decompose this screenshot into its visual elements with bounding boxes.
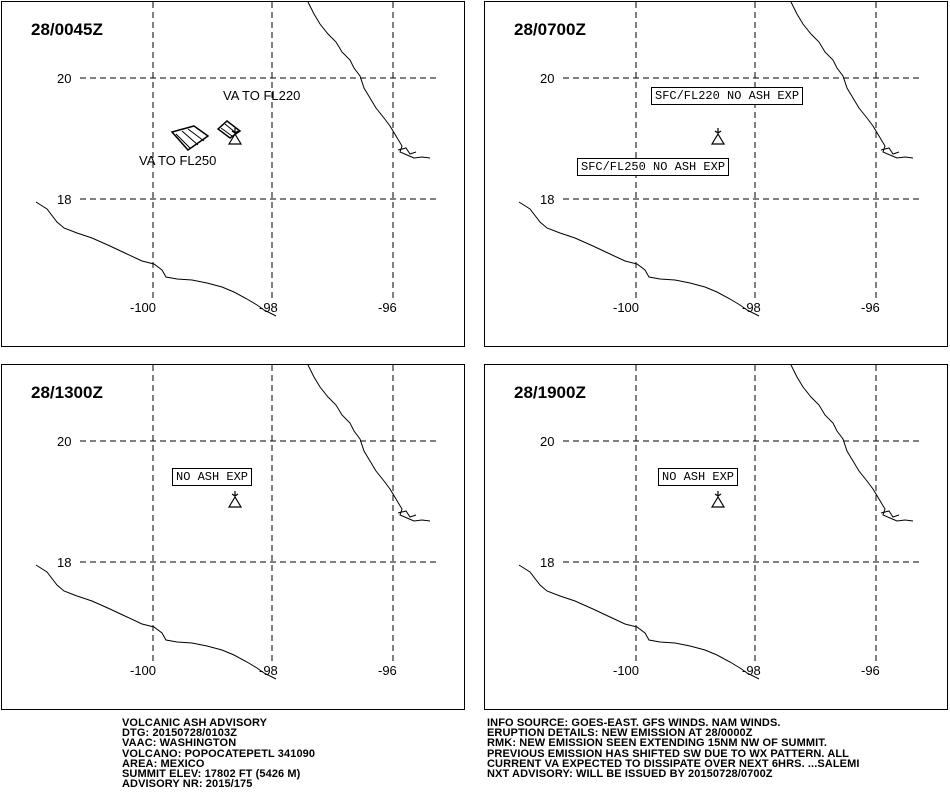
ash-annotation-fl220: VA TO FL220 [223,88,301,103]
advisory-remark-3: CURRENT VA EXPECTED TO DISSIPATE OVER NEXT 6HRS. ...SALEMI [487,757,860,770]
lon-label-100: -100 [130,663,157,678]
lon-label-96: -96 [378,663,397,678]
forecast-panel-0045z [1,1,465,347]
no-ash-label: NO ASH EXP [658,468,738,486]
lat-label-18: 18 [540,555,555,570]
volcano-icon [229,491,241,507]
valid-time-label: 28/1900Z [514,383,586,402]
valid-time-label: 28/0045Z [31,20,103,39]
advisory-eruption-details: ERUPTION DETAILS: NEW EMISSION AT 28/0000Z [487,727,753,740]
map-canvas [2,365,465,710]
lon-label-96: -96 [861,300,880,315]
lon-label-100: -100 [613,300,640,315]
lon-label-100: -100 [613,663,640,678]
coastline-pacific [36,202,276,316]
no-ash-label-fl250: SFC/FL250 NO ASH EXP [577,158,729,176]
no-ash-label-fl220: SFC/FL220 NO ASH EXP [651,87,803,105]
no-ash-label: NO ASH EXP [172,468,252,486]
lat-label-18: 18 [57,555,72,570]
advisory-info-source: INFO SOURCE: GOES-EAST. GFS WINDS. NAM WINDS. [487,717,781,729]
ash-cloud-polygon [172,121,240,150]
advisory-dtg: DTG: 20150728/0103Z [122,727,238,740]
map-canvas [2,2,465,347]
advisory-volcano: VOLCANO: POPOCATEPETL 341090 [122,747,316,760]
advisory-vaac: VAAC: WASHINGTON [122,737,237,750]
lon-label-98: -98 [259,663,278,678]
coastline-gulf [791,365,913,521]
lat-label-20: 20 [57,71,72,86]
coastline-gulf [308,365,430,521]
lon-label-98: -98 [742,663,761,678]
advisory-number: ADVISORY NR: 2015/175 [122,778,253,791]
forecast-panel-0700z [484,1,948,347]
lat-label-18: 18 [57,192,72,207]
forecast-panel-1900z [484,364,948,710]
lat-label-20: 20 [540,71,555,86]
coastline-gulf [791,2,913,158]
lon-label-98: -98 [742,300,761,315]
advisory-header-block [122,718,315,789]
advisory-remark-1: RMK: NEW EMISSION SEEN EXTENDING 15NM NW OF SUMMIT. [487,737,828,750]
advisory-area: AREA: MEXICO [122,757,205,770]
valid-time-label: 28/0700Z [514,20,586,39]
coastline-pacific [36,565,276,679]
map-canvas [485,365,948,710]
coastline-gulf [308,2,430,158]
lat-label-20: 20 [57,434,72,449]
advisory-next: NXT ADVISORY: WILL BE ISSUED BY 20150728/0700Z [487,768,773,781]
valid-time-label: 28/1300Z [31,383,103,402]
volcano-icon [712,491,724,507]
coastline-pacific [519,565,759,679]
forecast-panel-1300z [1,364,465,710]
lon-label-98: -98 [259,300,278,315]
lat-label-20: 20 [540,434,555,449]
advisory-title: VOLCANIC ASH ADVISORY [122,717,268,729]
advisory-details-block [487,718,860,779]
advisory-remark-2: PREVIOUS EMISSION HAS SHIFTED SW DUE TO WX PATTERN. ALL [487,747,850,760]
lon-label-96: -96 [378,300,397,315]
advisory-summit-elev: SUMMIT ELEV: 17802 FT (5426 M) [122,768,301,781]
volcano-icon [712,128,724,144]
lat-label-18: 18 [540,192,555,207]
coastline-pacific [519,202,759,316]
ash-annotation-fl250: VA TO FL250 [139,153,217,168]
lon-label-96: -96 [861,663,880,678]
lon-label-100: -100 [130,300,157,315]
